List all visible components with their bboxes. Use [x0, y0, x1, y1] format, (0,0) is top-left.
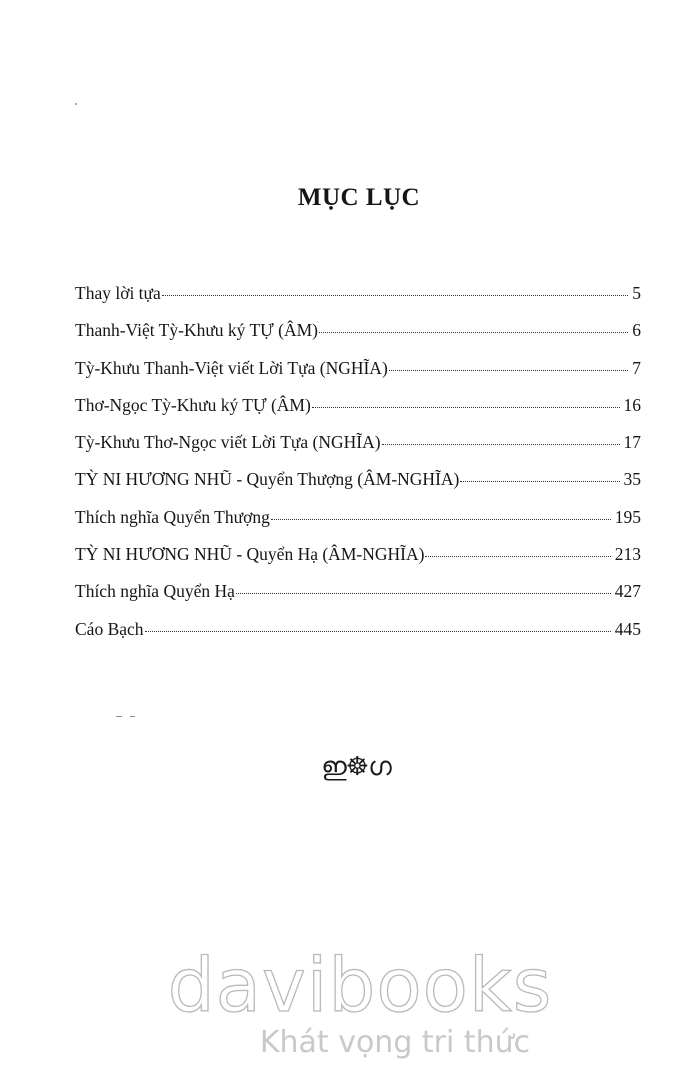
toc-entry-page: 5	[632, 283, 641, 303]
watermark-brand: davibooks	[167, 943, 553, 1029]
toc-entry-page: 7	[632, 357, 641, 378]
toc-entry-title: Tỳ-Khưu Thơ-Ngọc viết Lời Tựa (NGHĨA)	[75, 432, 381, 453]
toc-entry-page: 195	[614, 506, 641, 527]
print-speck	[130, 716, 135, 717]
dot-leader	[460, 481, 619, 482]
page-title: MỤC LỤC	[297, 184, 421, 211]
toc-entry	[75, 320, 641, 357]
toc-entry-page: 6	[632, 320, 641, 341]
dot-leader	[312, 407, 620, 408]
toc-entry-page: 445	[614, 618, 641, 639]
table-of-contents	[75, 283, 641, 656]
toc-entry-title: TỲ NI HƯƠNG NHŨ - Quyển Hạ (ÂM-NGHĨA)	[75, 544, 425, 565]
toc-entry	[75, 432, 641, 469]
dot-leader	[162, 295, 628, 296]
toc-entry-page: 16	[623, 394, 641, 415]
print-speck	[75, 103, 77, 105]
toc-entry-title: Tỳ-Khưu Thanh-Việt viết Lời Tựa (NGHĨA)	[75, 357, 388, 378]
watermark	[150, 945, 570, 1060]
toc-entry-title: Cáo Bạch	[75, 618, 144, 639]
watermark-tagline: Khát vọng tri thức	[259, 1025, 531, 1060]
dot-leader	[145, 631, 611, 632]
toc-entry	[75, 283, 641, 320]
toc-entry-page: 17	[623, 432, 641, 453]
dot-leader	[382, 444, 620, 445]
print-speck	[116, 716, 122, 717]
toc-entry-title: Thơ-Ngọc Tỳ-Khưu ký TỰ (ÂM)	[75, 394, 311, 415]
toc-entry	[75, 395, 641, 432]
toc-entry-title: Thích nghĩa Quyển Thượng	[75, 506, 270, 527]
toc-entry	[75, 619, 641, 656]
toc-entry	[75, 581, 641, 618]
toc-entry	[75, 358, 641, 395]
toc-entry	[75, 469, 641, 506]
toc-entry-page: 213	[614, 544, 641, 565]
toc-entry	[75, 507, 641, 544]
toc-entry	[75, 544, 641, 581]
dot-leader	[425, 556, 610, 557]
dharma-wheel-ornament-icon: ഇ☸ഗ	[321, 752, 391, 782]
dot-leader	[389, 370, 628, 371]
toc-entry-title: Thay lời tựa	[75, 283, 161, 303]
toc-entry-title: Thích nghĩa Quyển Hạ	[75, 581, 235, 602]
toc-entry-page: 35	[623, 469, 641, 490]
dot-leader	[271, 519, 611, 520]
toc-entry-title: TỲ NI HƯƠNG NHŨ - Quyển Thượng (ÂM-NGHĨA)	[75, 469, 460, 490]
dot-leader	[319, 332, 628, 333]
toc-entry-title: Thanh-Việt Tỳ-Khưu ký TỰ (ÂM)	[75, 320, 318, 341]
toc-entry-page: 427	[614, 581, 641, 602]
dot-leader	[236, 593, 611, 594]
